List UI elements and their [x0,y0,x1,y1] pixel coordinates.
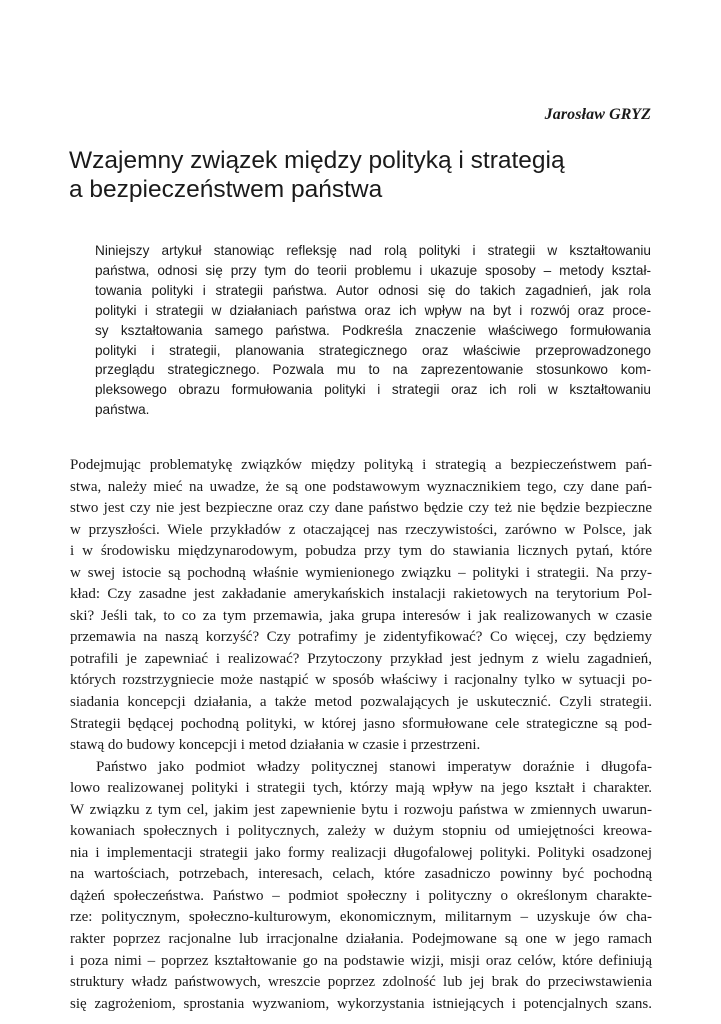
body-line: stwo jest czy nie jest bezpieczne oraz czy dane państwo będzie czy też nie będzie bezpieczne [70,500,652,517]
body-line: ski? Jeśli tak, to co za tym przemawia, jaka grupa interesów i jak realizowanych w czasie [70,607,652,624]
abstract-line: przeglądu strategicznego. Pozwala mu to na zaprezentowanie stosunkowo kom- [95,362,651,378]
body-line: potrafili je zapewniać i realizować? Przytoczony przykład jest jednym z wielu zagadnień, [70,650,652,667]
body-line: rze: politycznym, społeczno-kulturowym, ekonomicznym, militarnym – uzyskuje ów cha- [70,909,652,926]
title-line: Wzajemny związek między polityką i strategią [69,147,565,174]
body-line: Strategii będącej pochodną polityki, w której jasno sformułowane cele strategiczne są pod- [70,715,652,732]
author-name: Jarosław GRYZ [544,106,651,123]
abstract-line: towania polityki i strategii państwa. Autor odnosi się do takich zagadnień, jak rola [95,282,651,298]
body-line: się zagrożeniom, sprostania wyzwaniom, wykorzystania istniejących i potencjalnych szans. [70,995,652,1012]
body-line: Państwo jako podmiot władzy politycznej stanowi imperatyw doraźnie i długofa- [96,758,652,775]
abstract-line: polityki i strategii, planowania strategicznego oraz właściwie przeprowadzonego [95,342,651,358]
body-line: W związku z tym cel, jakim jest zapewnienie bytu i rozwoju państwa w zmiennych uwarun- [70,801,652,818]
body-line: których rozstrzygniecie może nastąpić w sposób właściwy i racjonalny tylko w sytuacji po- [70,672,652,689]
body-line: rakter poprzez racjonalne lub irracjonalne działania. Podejmowane są one w jego ramach [70,931,652,948]
abstract-line: pleksowego obrazu formułowania polityki i strategii oraz ich roli w kształtowaniu [95,382,651,398]
body-line: stwa, należy mieć na uwadze, że są one podstawowym wyznacznikiem tego, czy dane pań- [70,478,652,495]
body-text [70,455,652,1015]
abstract [95,241,651,420]
abstract-line: Niniejszy artykuł stanowiąc refleksję nad rolą polityki i strategii w kształtowaniu [95,243,651,258]
body-line: w swej istocie są pochodną właśnie wymienionego związku – polityki i strategii. Na przy- [70,564,652,581]
body-line: lowo realizowanej polityki i strategii tych, którzy mają wpływ na jego kształt i charakter. [70,780,652,797]
body-line: struktury władz państwowych, wreszcie poprzez zdolność lub jej brak do przeciwstawienia [70,974,652,991]
abstract-line: sy kształtowania samego państwa. Podkreśla znaczenie właściwego formułowania [95,322,651,338]
paragraph-1 [70,455,652,757]
body-line: i w środowisku międzynarodowym, pobudza przy tym do stawiania licznych pytań, które [70,543,652,560]
body-line: kład: Czy zasadne jest zakładanie amerykańskich instalacji rakietowych na terytorium Pol- [70,586,652,603]
body-line: w przyszłości. Wiele przykładów z otaczającej nas rzeczywistości, zarówno w Polsce, jak [70,521,652,538]
abstract-line: państwa, odnosi się przy tym do teorii problemu i ukazuje sposoby – metody kształ- [95,262,651,278]
body-line: Podejmując problematykę związków między polityką i strategią a bezpieczeństwem pań- [70,457,652,473]
body-line: przemawia na naszą korzyść? Czy potrafimy je zidentyfikować? Co więcej, czy będziemy [70,629,652,646]
body-line: i poza nimi – poprzez kształtowanie go na podstawie wizji, misji oraz celów, które definiują [70,952,652,969]
body-line: kowaniach społecznych i politycznych, zależy w dużym stopniu od umiejętności kreowa- [70,823,652,840]
article-title [69,146,659,204]
body-line: stawą do budowy koncepcji i metod działania w czasie i przestrzeni. [70,737,481,754]
body-line: nia i implementacji strategii jako formy realizacji długofalowej polityki. Polityki osadzonej [70,844,652,861]
title-line: a bezpieczeństwem państwa [69,176,383,203]
body-line: siadania koncepcji działania, a także metod pozwalających je uskutecznić. Czyli strategii. [70,694,652,711]
body-line: na wartościach, potrzebach, interesach, celach, które zasadniczo powinny być pochodną [70,866,652,883]
abstract-line: państwa. [95,402,150,418]
paragraph-2 [70,757,652,1016]
abstract-line: polityki i strategii w działaniach państwa oraz ich wpływ na byt i rozwój oraz proce- [95,302,651,318]
body-line: dążeń społeczeństwa. Państwo – podmiot społeczny i polityczny o określonym charakte- [70,887,652,904]
